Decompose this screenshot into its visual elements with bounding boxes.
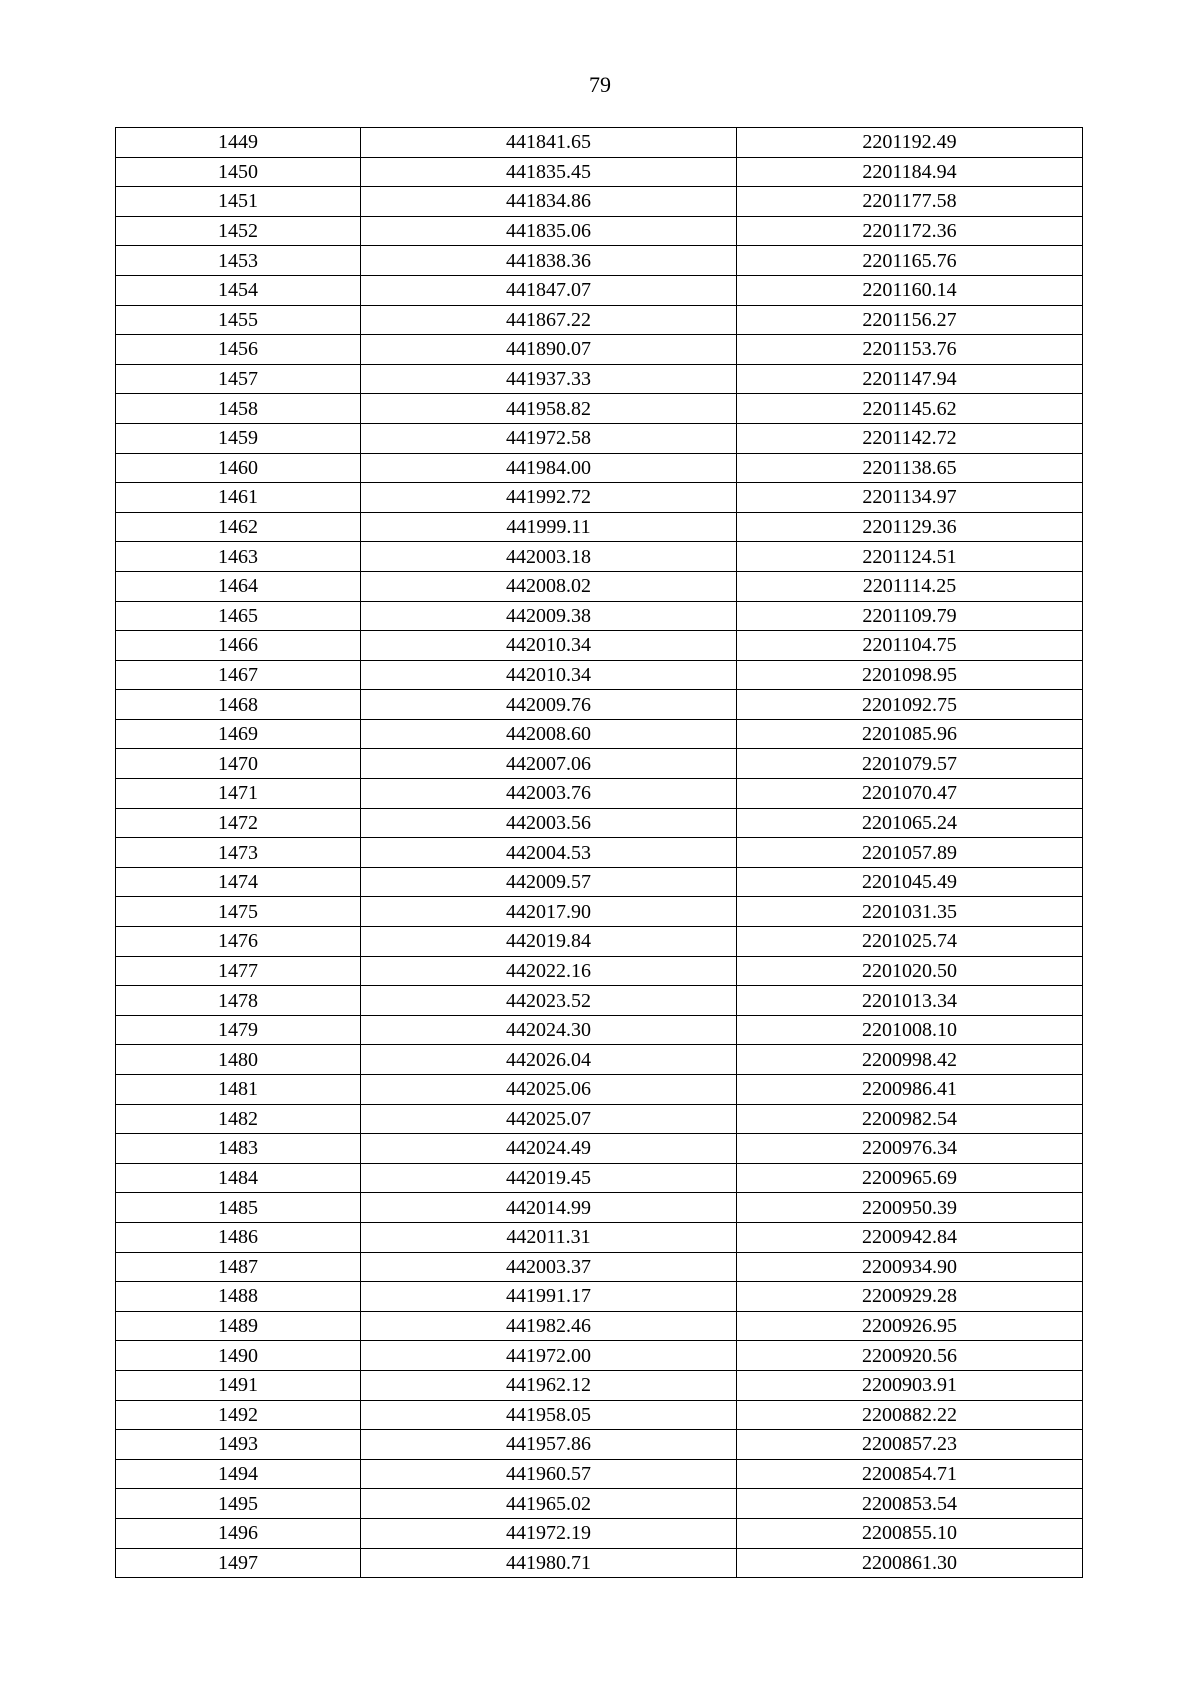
table-row [116, 275, 1083, 305]
point-number-cell: 1492 [116, 1400, 361, 1430]
x-coordinate-cell: 441841.65 [361, 128, 737, 158]
table-row [116, 1075, 1083, 1105]
x-coordinate-cell: 441999.11 [361, 512, 737, 542]
point-number-cell: 1473 [116, 838, 361, 868]
table-row [116, 719, 1083, 749]
table-row [116, 1104, 1083, 1134]
point-number-cell: 1449 [116, 128, 361, 158]
point-number-cell: 1469 [116, 719, 361, 749]
point-number-cell: 1487 [116, 1252, 361, 1282]
y-coordinate-cell: 2201124.51 [737, 542, 1083, 572]
x-coordinate-cell: 442007.06 [361, 749, 737, 779]
table-row [116, 1370, 1083, 1400]
table-row [116, 1430, 1083, 1460]
y-coordinate-cell: 2201098.95 [737, 660, 1083, 690]
y-coordinate-cell: 2201020.50 [737, 956, 1083, 986]
table-row [116, 1518, 1083, 1548]
point-number-cell: 1455 [116, 305, 361, 335]
table-row [116, 423, 1083, 453]
point-number-cell: 1475 [116, 897, 361, 927]
point-number-cell: 1468 [116, 690, 361, 720]
x-coordinate-cell: 441958.82 [361, 394, 737, 424]
point-number-cell: 1493 [116, 1430, 361, 1460]
point-number-cell: 1481 [116, 1075, 361, 1105]
y-coordinate-cell: 2201172.36 [737, 216, 1083, 246]
y-coordinate-cell: 2200976.34 [737, 1134, 1083, 1164]
table-row [116, 1548, 1083, 1578]
x-coordinate-cell: 441834.86 [361, 187, 737, 217]
coordinates-table [115, 127, 1083, 1578]
point-number-cell: 1485 [116, 1193, 361, 1223]
point-number-cell: 1477 [116, 956, 361, 986]
table-row [116, 364, 1083, 394]
table-row [116, 660, 1083, 690]
x-coordinate-cell: 442003.18 [361, 542, 737, 572]
point-number-cell: 1456 [116, 335, 361, 365]
table-row [116, 542, 1083, 572]
x-coordinate-cell: 441960.57 [361, 1459, 737, 1489]
point-number-cell: 1452 [116, 216, 361, 246]
y-coordinate-cell: 2200853.54 [737, 1489, 1083, 1519]
x-coordinate-cell: 442019.84 [361, 927, 737, 957]
table-row [116, 571, 1083, 601]
x-coordinate-cell: 442022.16 [361, 956, 737, 986]
y-coordinate-cell: 2201147.94 [737, 364, 1083, 394]
table-row [116, 157, 1083, 187]
x-coordinate-cell: 442026.04 [361, 1045, 737, 1075]
y-coordinate-cell: 2201192.49 [737, 128, 1083, 158]
x-coordinate-cell: 442009.38 [361, 601, 737, 631]
x-coordinate-cell: 442009.57 [361, 867, 737, 897]
x-coordinate-cell: 442025.07 [361, 1104, 737, 1134]
table-row [116, 956, 1083, 986]
x-coordinate-cell: 441972.00 [361, 1341, 737, 1371]
y-coordinate-cell: 2201165.76 [737, 246, 1083, 276]
y-coordinate-cell: 2201045.49 [737, 867, 1083, 897]
y-coordinate-cell: 2201184.94 [737, 157, 1083, 187]
point-number-cell: 1462 [116, 512, 361, 542]
x-coordinate-cell: 442025.06 [361, 1075, 737, 1105]
y-coordinate-cell: 2201156.27 [737, 305, 1083, 335]
table-row [116, 1163, 1083, 1193]
point-number-cell: 1460 [116, 453, 361, 483]
point-number-cell: 1486 [116, 1222, 361, 1252]
x-coordinate-cell: 442024.30 [361, 1015, 737, 1045]
point-number-cell: 1451 [116, 187, 361, 217]
point-number-cell: 1491 [116, 1370, 361, 1400]
y-coordinate-cell: 2201134.97 [737, 483, 1083, 513]
y-coordinate-cell: 2201104.75 [737, 631, 1083, 661]
x-coordinate-cell: 441962.12 [361, 1370, 737, 1400]
point-number-cell: 1471 [116, 779, 361, 809]
y-coordinate-cell: 2200854.71 [737, 1459, 1083, 1489]
table-row [116, 1222, 1083, 1252]
x-coordinate-cell: 441991.17 [361, 1282, 737, 1312]
y-coordinate-cell: 2201177.58 [737, 187, 1083, 217]
table-row [116, 1311, 1083, 1341]
table-row [116, 512, 1083, 542]
y-coordinate-cell: 2200942.84 [737, 1222, 1083, 1252]
table-row [116, 986, 1083, 1016]
y-coordinate-cell: 2201145.62 [737, 394, 1083, 424]
table-row [116, 128, 1083, 158]
point-number-cell: 1483 [116, 1134, 361, 1164]
y-coordinate-cell: 2201025.74 [737, 927, 1083, 957]
point-number-cell: 1476 [116, 927, 361, 957]
y-coordinate-cell: 2201085.96 [737, 719, 1083, 749]
point-number-cell: 1458 [116, 394, 361, 424]
x-coordinate-cell: 442008.02 [361, 571, 737, 601]
x-coordinate-cell: 441890.07 [361, 335, 737, 365]
table-row [116, 1045, 1083, 1075]
table-row [116, 1400, 1083, 1430]
table-row [116, 335, 1083, 365]
y-coordinate-cell: 2200882.22 [737, 1400, 1083, 1430]
x-coordinate-cell: 441972.58 [361, 423, 737, 453]
table-row [116, 867, 1083, 897]
table-row [116, 927, 1083, 957]
y-coordinate-cell: 2201057.89 [737, 838, 1083, 868]
x-coordinate-cell: 441972.19 [361, 1518, 737, 1548]
y-coordinate-cell: 2200861.30 [737, 1548, 1083, 1578]
y-coordinate-cell: 2200855.10 [737, 1518, 1083, 1548]
page-number: 79 [589, 72, 611, 97]
point-number-cell: 1474 [116, 867, 361, 897]
point-number-cell: 1480 [116, 1045, 361, 1075]
point-number-cell: 1482 [116, 1104, 361, 1134]
point-number-cell: 1495 [116, 1489, 361, 1519]
x-coordinate-cell: 441958.05 [361, 1400, 737, 1430]
y-coordinate-cell: 2201109.79 [737, 601, 1083, 631]
x-coordinate-cell: 441984.00 [361, 453, 737, 483]
table-row [116, 453, 1083, 483]
table-row [116, 690, 1083, 720]
table-row [116, 1134, 1083, 1164]
x-coordinate-cell: 441847.07 [361, 275, 737, 305]
table-row [116, 631, 1083, 661]
point-number-cell: 1497 [116, 1548, 361, 1578]
y-coordinate-cell: 2200926.95 [737, 1311, 1083, 1341]
x-coordinate-cell: 441835.06 [361, 216, 737, 246]
x-coordinate-cell: 442019.45 [361, 1163, 737, 1193]
table-row [116, 601, 1083, 631]
table-row [116, 779, 1083, 809]
x-coordinate-cell: 442024.49 [361, 1134, 737, 1164]
x-coordinate-cell: 442010.34 [361, 631, 737, 661]
x-coordinate-cell: 441835.45 [361, 157, 737, 187]
table-row [116, 305, 1083, 335]
point-number-cell: 1459 [116, 423, 361, 453]
table-row [116, 749, 1083, 779]
x-coordinate-cell: 441982.46 [361, 1311, 737, 1341]
x-coordinate-cell: 442011.31 [361, 1222, 737, 1252]
y-coordinate-cell: 2201070.47 [737, 779, 1083, 809]
point-number-cell: 1496 [116, 1518, 361, 1548]
y-coordinate-cell: 2201153.76 [737, 335, 1083, 365]
coordinates-table-body [116, 128, 1083, 1578]
point-number-cell: 1478 [116, 986, 361, 1016]
x-coordinate-cell: 442014.99 [361, 1193, 737, 1223]
x-coordinate-cell: 442009.76 [361, 690, 737, 720]
y-coordinate-cell: 2200929.28 [737, 1282, 1083, 1312]
y-coordinate-cell: 2201092.75 [737, 690, 1083, 720]
x-coordinate-cell: 441992.72 [361, 483, 737, 513]
y-coordinate-cell: 2201114.25 [737, 571, 1083, 601]
table-row [116, 1459, 1083, 1489]
point-number-cell: 1450 [116, 157, 361, 187]
point-number-cell: 1470 [116, 749, 361, 779]
point-number-cell: 1465 [116, 601, 361, 631]
table-row [116, 1341, 1083, 1371]
table-row [116, 216, 1083, 246]
point-number-cell: 1489 [116, 1311, 361, 1341]
x-coordinate-cell: 442023.52 [361, 986, 737, 1016]
y-coordinate-cell: 2200857.23 [737, 1430, 1083, 1460]
point-number-cell: 1457 [116, 364, 361, 394]
x-coordinate-cell: 441965.02 [361, 1489, 737, 1519]
table-row [116, 838, 1083, 868]
table-row [116, 1282, 1083, 1312]
table-row [116, 394, 1083, 424]
y-coordinate-cell: 2201129.36 [737, 512, 1083, 542]
x-coordinate-cell: 442017.90 [361, 897, 737, 927]
y-coordinate-cell: 2201138.65 [737, 453, 1083, 483]
x-coordinate-cell: 442003.76 [361, 779, 737, 809]
y-coordinate-cell: 2200934.90 [737, 1252, 1083, 1282]
y-coordinate-cell: 2201079.57 [737, 749, 1083, 779]
y-coordinate-cell: 2200920.56 [737, 1341, 1083, 1371]
y-coordinate-cell: 2200950.39 [737, 1193, 1083, 1223]
point-number-cell: 1454 [116, 275, 361, 305]
x-coordinate-cell: 442008.60 [361, 719, 737, 749]
table-row [116, 483, 1083, 513]
point-number-cell: 1453 [116, 246, 361, 276]
table-row [116, 246, 1083, 276]
point-number-cell: 1488 [116, 1282, 361, 1312]
table-row [116, 1015, 1083, 1045]
table-row [116, 187, 1083, 217]
x-coordinate-cell: 441937.33 [361, 364, 737, 394]
x-coordinate-cell: 442003.37 [361, 1252, 737, 1282]
table-row [116, 808, 1083, 838]
point-number-cell: 1494 [116, 1459, 361, 1489]
x-coordinate-cell: 442010.34 [361, 660, 737, 690]
y-coordinate-cell: 2201013.34 [737, 986, 1083, 1016]
table-row [116, 1193, 1083, 1223]
x-coordinate-cell: 442004.53 [361, 838, 737, 868]
y-coordinate-cell: 2200982.54 [737, 1104, 1083, 1134]
x-coordinate-cell: 441867.22 [361, 305, 737, 335]
point-number-cell: 1463 [116, 542, 361, 572]
y-coordinate-cell: 2201065.24 [737, 808, 1083, 838]
x-coordinate-cell: 442003.56 [361, 808, 737, 838]
y-coordinate-cell: 2200965.69 [737, 1163, 1083, 1193]
table-row [116, 897, 1083, 927]
point-number-cell: 1466 [116, 631, 361, 661]
point-number-cell: 1490 [116, 1341, 361, 1371]
point-number-cell: 1472 [116, 808, 361, 838]
point-number-cell: 1484 [116, 1163, 361, 1193]
y-coordinate-cell: 2200998.42 [737, 1045, 1083, 1075]
point-number-cell: 1467 [116, 660, 361, 690]
table-row [116, 1252, 1083, 1282]
point-number-cell: 1479 [116, 1015, 361, 1045]
point-number-cell: 1464 [116, 571, 361, 601]
y-coordinate-cell: 2201142.72 [737, 423, 1083, 453]
x-coordinate-cell: 441957.86 [361, 1430, 737, 1460]
point-number-cell: 1461 [116, 483, 361, 513]
y-coordinate-cell: 2201031.35 [737, 897, 1083, 927]
x-coordinate-cell: 441838.36 [361, 246, 737, 276]
y-coordinate-cell: 2200986.41 [737, 1075, 1083, 1105]
y-coordinate-cell: 2201160.14 [737, 275, 1083, 305]
x-coordinate-cell: 441980.71 [361, 1548, 737, 1578]
y-coordinate-cell: 2200903.91 [737, 1370, 1083, 1400]
table-row [116, 1489, 1083, 1519]
y-coordinate-cell: 2201008.10 [737, 1015, 1083, 1045]
